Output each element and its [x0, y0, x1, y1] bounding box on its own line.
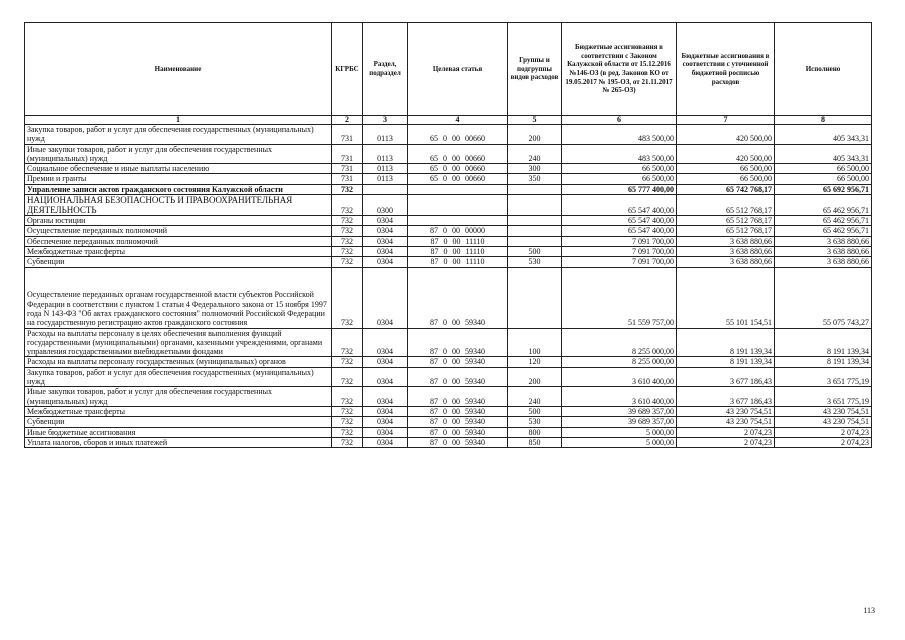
row-target	[408, 406, 508, 416]
target-direction: 00660	[465, 164, 485, 174]
target-program: 87	[430, 318, 438, 328]
row-budget-refined: 66 500,00	[677, 164, 775, 174]
row-budget-law: 3 610 400,00	[562, 387, 677, 407]
row-group: 200	[508, 125, 562, 145]
row-kgrbs: 732	[332, 267, 363, 328]
row-name: Социальное обеспечение и иные выплаты населению	[25, 164, 332, 174]
row-kgrbs: 732	[332, 387, 363, 407]
target-subprogram: 0	[443, 226, 447, 236]
header-group: Группы и подгруппы видов расходов	[508, 23, 562, 116]
row-name: Управление записи актов гражданского состояния Калужской области	[25, 184, 332, 194]
row-target	[408, 174, 508, 184]
table-row	[25, 367, 872, 387]
header-razdel: Раздел, подраздел	[363, 23, 408, 116]
target-subprogram: 0	[443, 174, 447, 184]
target-main: 00	[452, 174, 460, 184]
header-row	[25, 23, 872, 116]
row-budget-law: 5 000,00	[562, 427, 677, 437]
row-razdel: 0304	[363, 427, 408, 437]
target-main: 00	[452, 236, 461, 246]
row-target	[408, 257, 508, 267]
row-kgrbs: 732	[332, 357, 363, 367]
target-direction: 11110	[465, 246, 485, 256]
header-name: Наименование	[25, 23, 332, 116]
target-main: 00	[452, 377, 460, 387]
row-executed: 66 500,00	[775, 174, 872, 184]
row-kgrbs: 731	[332, 174, 363, 184]
target-program: 87	[430, 347, 438, 357]
target-direction: 00660	[465, 174, 485, 184]
col-number: 4	[408, 116, 508, 125]
row-razdel: 0304	[363, 226, 408, 236]
row-executed: 65 462 956,71	[775, 226, 872, 236]
target-program: 87	[430, 246, 439, 256]
row-group: 800	[508, 427, 562, 437]
row-budget-law: 39 689 357,00	[562, 406, 677, 416]
row-executed: 3 638 880,66	[775, 257, 872, 267]
target-program: 65	[430, 134, 438, 144]
row-name: Иные закупки товаров, работ и услуг для обеспечения государственных (муниципальных) нужд	[25, 144, 332, 164]
row-kgrbs: 732	[332, 427, 363, 437]
row-budget-refined: 420 500,00	[677, 125, 775, 145]
target-program: 87	[430, 377, 438, 387]
row-razdel: 0304	[363, 328, 408, 357]
row-budget-law: 66 500,00	[562, 164, 677, 174]
row-budget-law: 7 091 700,00	[562, 246, 677, 256]
row-target	[408, 144, 508, 164]
target-subprogram: 0	[443, 318, 447, 328]
row-executed: 3 651 775,19	[775, 387, 872, 407]
row-executed: 3 638 880,66	[775, 236, 872, 246]
row-razdel: 0113	[363, 144, 408, 164]
row-target	[408, 236, 508, 246]
row-target	[408, 387, 508, 407]
row-razdel: 0304	[363, 357, 408, 367]
target-main: 00	[452, 257, 461, 267]
row-group: 530	[508, 257, 562, 267]
target-subprogram: 0	[443, 246, 448, 256]
row-name: Иные закупки товаров, работ и услуг для обеспечения государственных (муниципальных) нужд	[25, 387, 332, 407]
target-subprogram: 0	[443, 236, 448, 246]
row-target	[408, 357, 508, 367]
row-kgrbs: 732	[332, 184, 363, 194]
target-subprogram: 0	[443, 417, 447, 427]
row-budget-refined: 3 638 880,66	[677, 257, 775, 267]
row-group: 240	[508, 144, 562, 164]
col-number: 7	[677, 116, 775, 125]
col-number: 6	[562, 116, 677, 125]
row-kgrbs: 732	[332, 367, 363, 387]
target-subprogram: 0	[443, 427, 447, 437]
row-target	[408, 216, 508, 226]
row-group	[508, 226, 562, 236]
col-number: 3	[363, 116, 408, 125]
target-subprogram: 0	[443, 347, 447, 357]
column-number-row	[25, 116, 872, 125]
row-name: Осуществление переданных полномочий	[25, 226, 332, 236]
table-row	[25, 427, 872, 437]
row-group: 100	[508, 328, 562, 357]
row-budget-refined: 55 101 154,51	[677, 267, 775, 328]
row-executed: 405 343,31	[775, 144, 872, 164]
row-name: Обеспечение переданных полномочий	[25, 236, 332, 246]
row-name: Органы юстиции	[25, 216, 332, 226]
row-executed: 66 500,00	[775, 164, 872, 174]
row-budget-law: 5 000,00	[562, 437, 677, 447]
row-kgrbs: 732	[332, 417, 363, 427]
table-row	[25, 236, 872, 246]
row-budget-refined: 2 074,23	[677, 437, 775, 447]
row-kgrbs: 732	[332, 437, 363, 447]
row-target	[408, 417, 508, 427]
target-subprogram: 0	[443, 437, 447, 447]
row-group: 530	[508, 417, 562, 427]
row-name: Иные бюджетные ассигнования	[25, 427, 332, 437]
target-program: 65	[430, 174, 438, 184]
target-main: 00	[452, 226, 460, 236]
row-razdel: 0300	[363, 195, 408, 216]
table-row	[25, 357, 872, 367]
target-program: 87	[430, 437, 438, 447]
row-razdel: 0304	[363, 406, 408, 416]
row-target	[408, 246, 508, 256]
row-budget-law: 8 255 000,00	[562, 357, 677, 367]
row-razdel: 0304	[363, 236, 408, 246]
row-razdel: 0304	[363, 216, 408, 226]
row-executed: 43 230 754,51	[775, 417, 872, 427]
target-direction: 59340	[465, 396, 485, 406]
target-program: 87	[430, 406, 438, 416]
row-budget-law: 483 500,00	[562, 144, 677, 164]
row-executed: 55 075 743,27	[775, 267, 872, 328]
row-executed: 65 462 956,71	[775, 195, 872, 216]
row-budget-law: 7 091 700,00	[562, 236, 677, 246]
row-razdel: 0304	[363, 437, 408, 447]
target-program: 65	[430, 164, 438, 174]
header-budget-law: Бюджетные ассигнования в соответствии с Законом Калужской области от 15.12.2016 №146-ОЗ (в ред. Законов КО от 19.05.2017 № 195-ОЗ, от 21.11.2017 № 265-ОЗ)	[562, 23, 677, 116]
table-row	[25, 216, 872, 226]
row-kgrbs: 732	[332, 226, 363, 236]
row-razdel: 0113	[363, 174, 408, 184]
target-subprogram: 0	[443, 164, 447, 174]
row-group	[508, 184, 562, 194]
row-budget-refined: 65 742 768,17	[677, 184, 775, 194]
col-number: 2	[332, 116, 363, 125]
target-direction: 59340	[465, 377, 485, 387]
table-row	[25, 226, 872, 236]
row-kgrbs: 732	[332, 236, 363, 246]
target-direction: 00660	[465, 134, 485, 144]
row-razdel: 0304	[363, 267, 408, 328]
header-kgrbs: КГРБС	[332, 23, 363, 116]
row-budget-refined: 65 512 768,17	[677, 216, 775, 226]
row-budget-refined: 8 191 139,34	[677, 328, 775, 357]
row-executed: 65 692 956,71	[775, 184, 872, 194]
table-row	[25, 184, 872, 194]
row-group	[508, 216, 562, 226]
target-subprogram: 0	[443, 377, 447, 387]
header-executed: Исполнено	[775, 23, 872, 116]
row-budget-law: 65 547 400,00	[562, 216, 677, 226]
target-subprogram: 0	[443, 396, 447, 406]
row-budget-refined: 3 638 880,66	[677, 246, 775, 256]
target-direction: 59340	[465, 318, 485, 328]
header-budget-refined: Бюджетные ассигнования в соответствии с уточненной бюджетной росписью расходов	[677, 23, 775, 116]
row-razdel: 0113	[363, 164, 408, 174]
row-target	[408, 427, 508, 437]
budget-table	[24, 22, 872, 448]
row-budget-refined: 43 230 754,51	[677, 417, 775, 427]
row-group: 350	[508, 174, 562, 184]
row-executed: 8 191 139,34	[775, 328, 872, 357]
row-group: 500	[508, 406, 562, 416]
col-number: 8	[775, 116, 872, 125]
row-executed: 2 074,23	[775, 437, 872, 447]
row-name: НАЦИОНАЛЬНАЯ БЕЗОПАСНОСТЬ И ПРАВООХРАНИТЕЛЬНАЯ ДЕЯТЕЛЬНОСТЬ	[25, 195, 332, 216]
target-direction: 59340	[465, 406, 485, 416]
row-name: Расходы на выплаты персоналу в целях обеспечения выполнения функций государственными (муниципальными) органами, казенными учреждениями, органами управления государственными внебюджетными фондами	[25, 328, 332, 357]
table-row	[25, 267, 872, 328]
row-kgrbs: 731	[332, 144, 363, 164]
row-kgrbs: 732	[332, 195, 363, 216]
target-main: 00	[452, 153, 460, 163]
row-name: Закупка товаров, работ и услуг для обеспечения государственных (муниципальных) нужд	[25, 125, 332, 145]
row-executed: 405 343,31	[775, 125, 872, 145]
table-row	[25, 125, 872, 145]
row-group: 850	[508, 437, 562, 447]
row-name: Уплата налогов, сборов и иных платежей	[25, 437, 332, 447]
table-row	[25, 387, 872, 407]
row-budget-law: 7 091 700,00	[562, 257, 677, 267]
row-target	[408, 184, 508, 194]
row-budget-refined: 3 677 186,43	[677, 367, 775, 387]
table-row	[25, 406, 872, 416]
row-executed: 65 462 956,71	[775, 216, 872, 226]
target-subprogram: 0	[443, 134, 447, 144]
row-executed: 3 651 775,19	[775, 367, 872, 387]
target-program: 87	[430, 417, 438, 427]
table-row	[25, 328, 872, 357]
target-program: 87	[430, 226, 438, 236]
row-budget-refined: 3 638 880,66	[677, 236, 775, 246]
row-executed: 8 191 139,34	[775, 357, 872, 367]
row-razdel: 0304	[363, 367, 408, 387]
col-number: 1	[25, 116, 332, 125]
row-budget-law: 65 777 400,00	[562, 184, 677, 194]
row-kgrbs: 731	[332, 164, 363, 174]
row-kgrbs: 732	[332, 328, 363, 357]
target-main: 00	[452, 164, 460, 174]
target-subprogram: 0	[443, 406, 447, 416]
row-razdel: 0304	[363, 417, 408, 427]
row-budget-refined: 65 512 768,17	[677, 226, 775, 236]
row-budget-law: 51 559 757,00	[562, 267, 677, 328]
row-name: Закупка товаров, работ и услуг для обеспечения государственных (муниципальных) нужд	[25, 367, 332, 387]
target-direction: 59340	[465, 437, 485, 447]
row-executed: 3 638 880,66	[775, 246, 872, 256]
row-razdel: 0304	[363, 257, 408, 267]
row-budget-law: 65 547 400,00	[562, 226, 677, 236]
row-kgrbs: 732	[332, 406, 363, 416]
row-group	[508, 236, 562, 246]
target-subprogram: 0	[443, 357, 447, 367]
row-kgrbs: 732	[332, 257, 363, 267]
row-group	[508, 267, 562, 328]
row-group: 240	[508, 387, 562, 407]
row-razdel	[363, 184, 408, 194]
table-row	[25, 174, 872, 184]
row-budget-law: 65 547 400,00	[562, 195, 677, 216]
row-target	[408, 226, 508, 236]
col-number: 5	[508, 116, 562, 125]
row-target	[408, 164, 508, 174]
row-name: Премии и гранты	[25, 174, 332, 184]
target-program: 87	[430, 396, 438, 406]
target-main: 00	[452, 347, 460, 357]
row-budget-law: 8 255 000,00	[562, 328, 677, 357]
row-budget-refined: 8 191 139,34	[677, 357, 775, 367]
row-name: Межбюджетные трансферты	[25, 406, 332, 416]
target-direction: 00660	[465, 153, 485, 163]
row-budget-refined: 66 500,00	[677, 174, 775, 184]
table-row	[25, 144, 872, 164]
target-main: 00	[452, 417, 460, 427]
target-main: 00	[452, 406, 460, 416]
table-row	[25, 417, 872, 427]
row-target	[408, 367, 508, 387]
table-row	[25, 437, 872, 447]
table-row	[25, 164, 872, 174]
row-budget-refined: 3 677 186,43	[677, 387, 775, 407]
target-main: 00	[452, 437, 460, 447]
row-razdel: 0304	[363, 387, 408, 407]
target-program: 87	[430, 257, 439, 267]
row-budget-refined: 420 500,00	[677, 144, 775, 164]
header-target: Целевая статья	[408, 23, 508, 116]
target-subprogram: 0	[443, 257, 448, 267]
row-budget-law: 3 610 400,00	[562, 367, 677, 387]
row-budget-law: 483 500,00	[562, 125, 677, 145]
row-target	[408, 328, 508, 357]
row-kgrbs: 731	[332, 125, 363, 145]
row-name: Расходы на выплаты персоналу государственных (муниципальных) органов	[25, 357, 332, 367]
target-main: 00	[452, 246, 461, 256]
table-row	[25, 246, 872, 256]
target-direction: 59340	[465, 347, 485, 357]
row-group: 500	[508, 246, 562, 256]
row-razdel: 0113	[363, 125, 408, 145]
target-main: 00	[452, 357, 460, 367]
target-program: 65	[430, 153, 438, 163]
target-direction: 11110	[465, 236, 485, 246]
target-main: 00	[452, 134, 460, 144]
target-subprogram: 0	[443, 153, 447, 163]
target-direction: 59340	[465, 417, 485, 427]
row-executed: 2 074,23	[775, 427, 872, 437]
target-main: 00	[452, 396, 460, 406]
row-budget-refined: 2 074,23	[677, 427, 775, 437]
target-direction: 59340	[465, 427, 485, 437]
row-budget-law: 66 500,00	[562, 174, 677, 184]
row-target	[408, 125, 508, 145]
table-row	[25, 195, 872, 216]
row-group	[508, 195, 562, 216]
table-row	[25, 257, 872, 267]
row-kgrbs: 732	[332, 216, 363, 226]
row-name: Осуществление переданных органам государственной власти субъектов Российской Федерации в соответствии с пунктом 1 статьи 4 Федерального закона от 15 ноября 1997 года N 143-ФЗ "Об актах гражданского состояния" полномочий Российской Федерации на государственную регистрацию актов гражданского состояния	[25, 267, 332, 328]
row-name: Межбюджетные трансферты	[25, 246, 332, 256]
row-budget-refined: 65 512 768,17	[677, 195, 775, 216]
target-program: 87	[430, 357, 438, 367]
row-executed: 43 230 754,51	[775, 406, 872, 416]
target-direction: 00000	[465, 226, 485, 236]
target-direction: 11110	[465, 257, 485, 267]
target-direction: 59340	[465, 357, 485, 367]
row-target	[408, 437, 508, 447]
target-program: 87	[430, 236, 439, 246]
row-target	[408, 267, 508, 328]
row-group: 200	[508, 367, 562, 387]
row-budget-refined: 43 230 754,51	[677, 406, 775, 416]
row-name: Субвенции	[25, 417, 332, 427]
target-main: 00	[452, 318, 460, 328]
row-group: 300	[508, 164, 562, 174]
row-razdel: 0304	[363, 246, 408, 256]
target-program: 87	[430, 427, 438, 437]
row-budget-law: 39 689 357,00	[562, 417, 677, 427]
target-main: 00	[452, 427, 460, 437]
row-target	[408, 195, 508, 216]
row-group: 120	[508, 357, 562, 367]
row-kgrbs: 732	[332, 246, 363, 256]
page-number: 113	[863, 606, 875, 615]
row-name: Субвенции	[25, 257, 332, 267]
